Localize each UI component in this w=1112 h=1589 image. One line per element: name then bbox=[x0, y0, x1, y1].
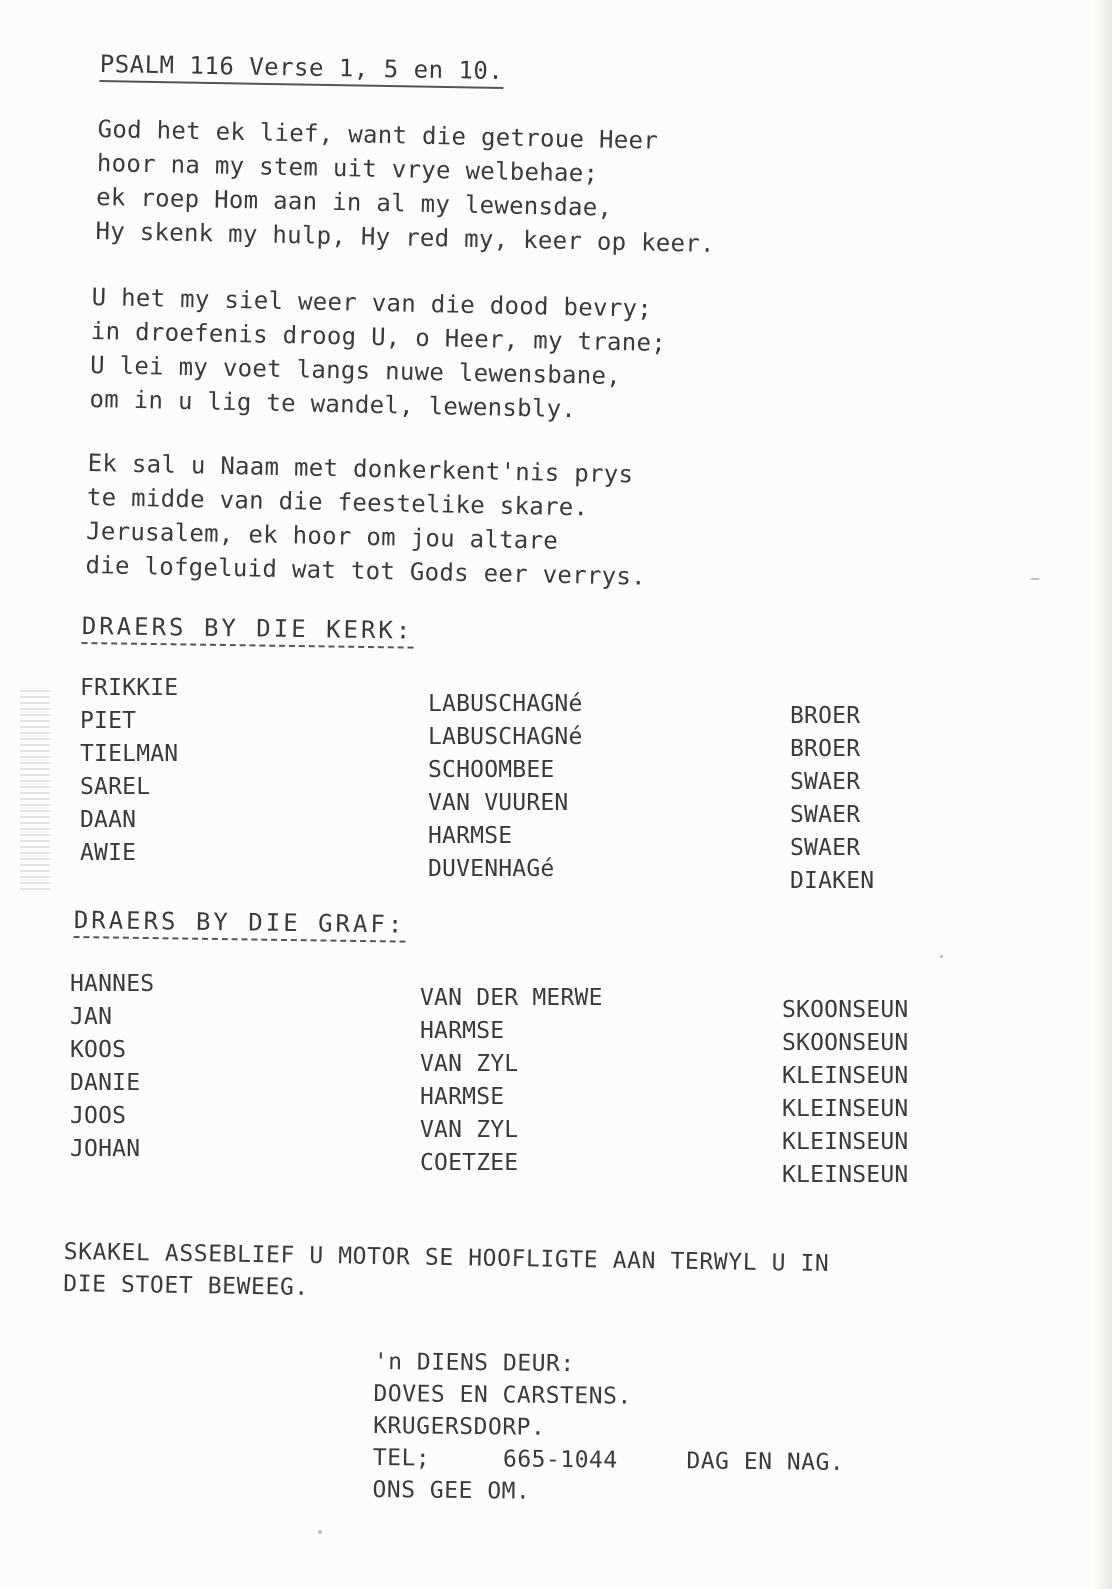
bearer-surname: COETZEE bbox=[420, 1150, 519, 1176]
bearer-relation: KLEINSEUN bbox=[782, 1063, 909, 1089]
bearer-relation: DIAKEN bbox=[790, 868, 875, 894]
verse-line: God het ek lief, want die getroue Heer bbox=[97, 114, 659, 155]
grave-bearers-first-names bbox=[70, 968, 154, 1166]
bearer-surname: HARMSE bbox=[420, 1018, 505, 1044]
bearer-relation: SWAER bbox=[790, 835, 861, 861]
bearer-relation: SKOONSEUN bbox=[782, 997, 909, 1023]
bearer-first-name: TIELMAN bbox=[80, 741, 179, 767]
verse-line: ek roep Hom aan in al my lewensdae, bbox=[95, 182, 613, 222]
verse-line: die lofgeluid wat tot Gods eer verrys. bbox=[85, 550, 647, 591]
notice-line: DIE STOET BEWEEG. bbox=[63, 1270, 310, 1301]
church-bearers-surnames bbox=[428, 688, 583, 886]
bearer-first-name: DAAN bbox=[80, 807, 137, 833]
bearer-surname: VAN ZYL bbox=[420, 1051, 519, 1077]
service-intro: 'n DIENS DEUR: bbox=[373, 1348, 575, 1378]
bearer-first-name: JAN bbox=[70, 1004, 113, 1030]
bearer-first-name: KOOS bbox=[70, 1037, 127, 1063]
bearer-surname: SCHOOMBEE bbox=[428, 757, 555, 783]
scan-speck bbox=[940, 955, 943, 958]
church-bearers-relations bbox=[790, 700, 874, 898]
verse-line: in droefenis droog U, o Heer, my trane; bbox=[90, 316, 667, 358]
bearer-first-name: SAREL bbox=[80, 774, 151, 800]
tel-label: TEL; bbox=[372, 1444, 431, 1472]
grave-bearers-heading: DRAERS BY DIE GRAF: bbox=[74, 906, 406, 943]
bearer-surname: VAN ZYL bbox=[420, 1117, 519, 1143]
bearer-first-name: FRIKKIE bbox=[80, 675, 179, 701]
bearer-surname: DUVENHAGé bbox=[428, 856, 555, 882]
psalm-heading: PSALM 116 Verse 1, 5 en 10. bbox=[99, 50, 503, 89]
tel-number: 665-1044 bbox=[502, 1446, 618, 1474]
funeral-service-block bbox=[372, 1346, 845, 1511]
notice-line: SKAKEL ASSEBLIEF U MOTOR SE HOOFLIGTE AAN TERWYL U IN bbox=[63, 1238, 830, 1278]
bearer-relation: KLEINSEUN bbox=[782, 1162, 909, 1188]
bearer-relation: SKOONSEUN bbox=[782, 1030, 909, 1056]
bearer-surname: LABUSCHAGNé bbox=[428, 691, 583, 717]
stanza-3 bbox=[85, 446, 648, 594]
scan-speck bbox=[318, 1530, 322, 1534]
bearer-relation: BROER bbox=[790, 736, 861, 762]
stanza-1 bbox=[95, 112, 717, 261]
stanza-2 bbox=[89, 280, 667, 428]
verse-line: te midde van die feestelike skare. bbox=[86, 482, 589, 522]
scan-speck bbox=[1030, 578, 1040, 580]
verse-line: om in u lig te wandel, lewensbly. bbox=[89, 384, 577, 424]
grave-bearers-surnames bbox=[420, 982, 603, 1180]
bearer-surname: VAN VUUREN bbox=[428, 790, 569, 816]
verse-line: Ek sal u Naam met donkerkent'nis prys bbox=[87, 448, 634, 489]
verse-line: hoor na my stem uit vrye welbehae; bbox=[96, 148, 599, 188]
scan-noise-left bbox=[20, 690, 50, 890]
bearer-first-name: JOHAN bbox=[70, 1136, 141, 1162]
service-telephone bbox=[373, 1442, 845, 1479]
bearer-first-name: PIET bbox=[80, 708, 137, 734]
verse-line: U het my siel weer van die dood bevry; bbox=[91, 282, 653, 323]
church-bearers-first-names bbox=[80, 672, 178, 870]
bearer-relation: SWAER bbox=[790, 802, 861, 828]
bearer-relation: BROER bbox=[790, 703, 861, 729]
tel-hours: DAG EN NAG. bbox=[686, 1448, 845, 1476]
service-town: KRUGERSDORP. bbox=[373, 1412, 546, 1441]
bearer-first-name: AWIE bbox=[80, 840, 137, 866]
bearer-relation: SWAER bbox=[790, 769, 861, 795]
bearer-relation: KLEINSEUN bbox=[782, 1129, 909, 1155]
church-bearers-heading: DRAERS BY DIE KERK: bbox=[82, 612, 414, 649]
verse-line: Hy skenk my hulp, Hy red my, keer op keer. bbox=[95, 216, 716, 258]
service-slogan: ONS GEE OM. bbox=[372, 1476, 531, 1505]
verse-line: U lei my voet langs nuwe lewensbane, bbox=[89, 350, 622, 391]
verse-line: Jerusalem, ek hoor om jou altare bbox=[85, 516, 559, 555]
bearer-surname: VAN DER MERWE bbox=[420, 985, 603, 1011]
bearer-surname: HARMSE bbox=[420, 1084, 505, 1110]
bearer-relation: KLEINSEUN bbox=[782, 1096, 909, 1122]
scan-edge-right bbox=[1094, 0, 1112, 1589]
bearer-surname: LABUSCHAGNé bbox=[428, 724, 583, 750]
service-company: DOVES EN CARSTENS. bbox=[373, 1380, 632, 1410]
bearer-surname: HARMSE bbox=[428, 823, 513, 849]
bearer-first-name: JOOS bbox=[70, 1103, 127, 1129]
bearer-first-name: DANIE bbox=[70, 1070, 141, 1096]
headlights-notice bbox=[63, 1236, 830, 1312]
grave-bearers-relations bbox=[782, 994, 908, 1192]
bearer-first-name: HANNES bbox=[70, 971, 155, 997]
